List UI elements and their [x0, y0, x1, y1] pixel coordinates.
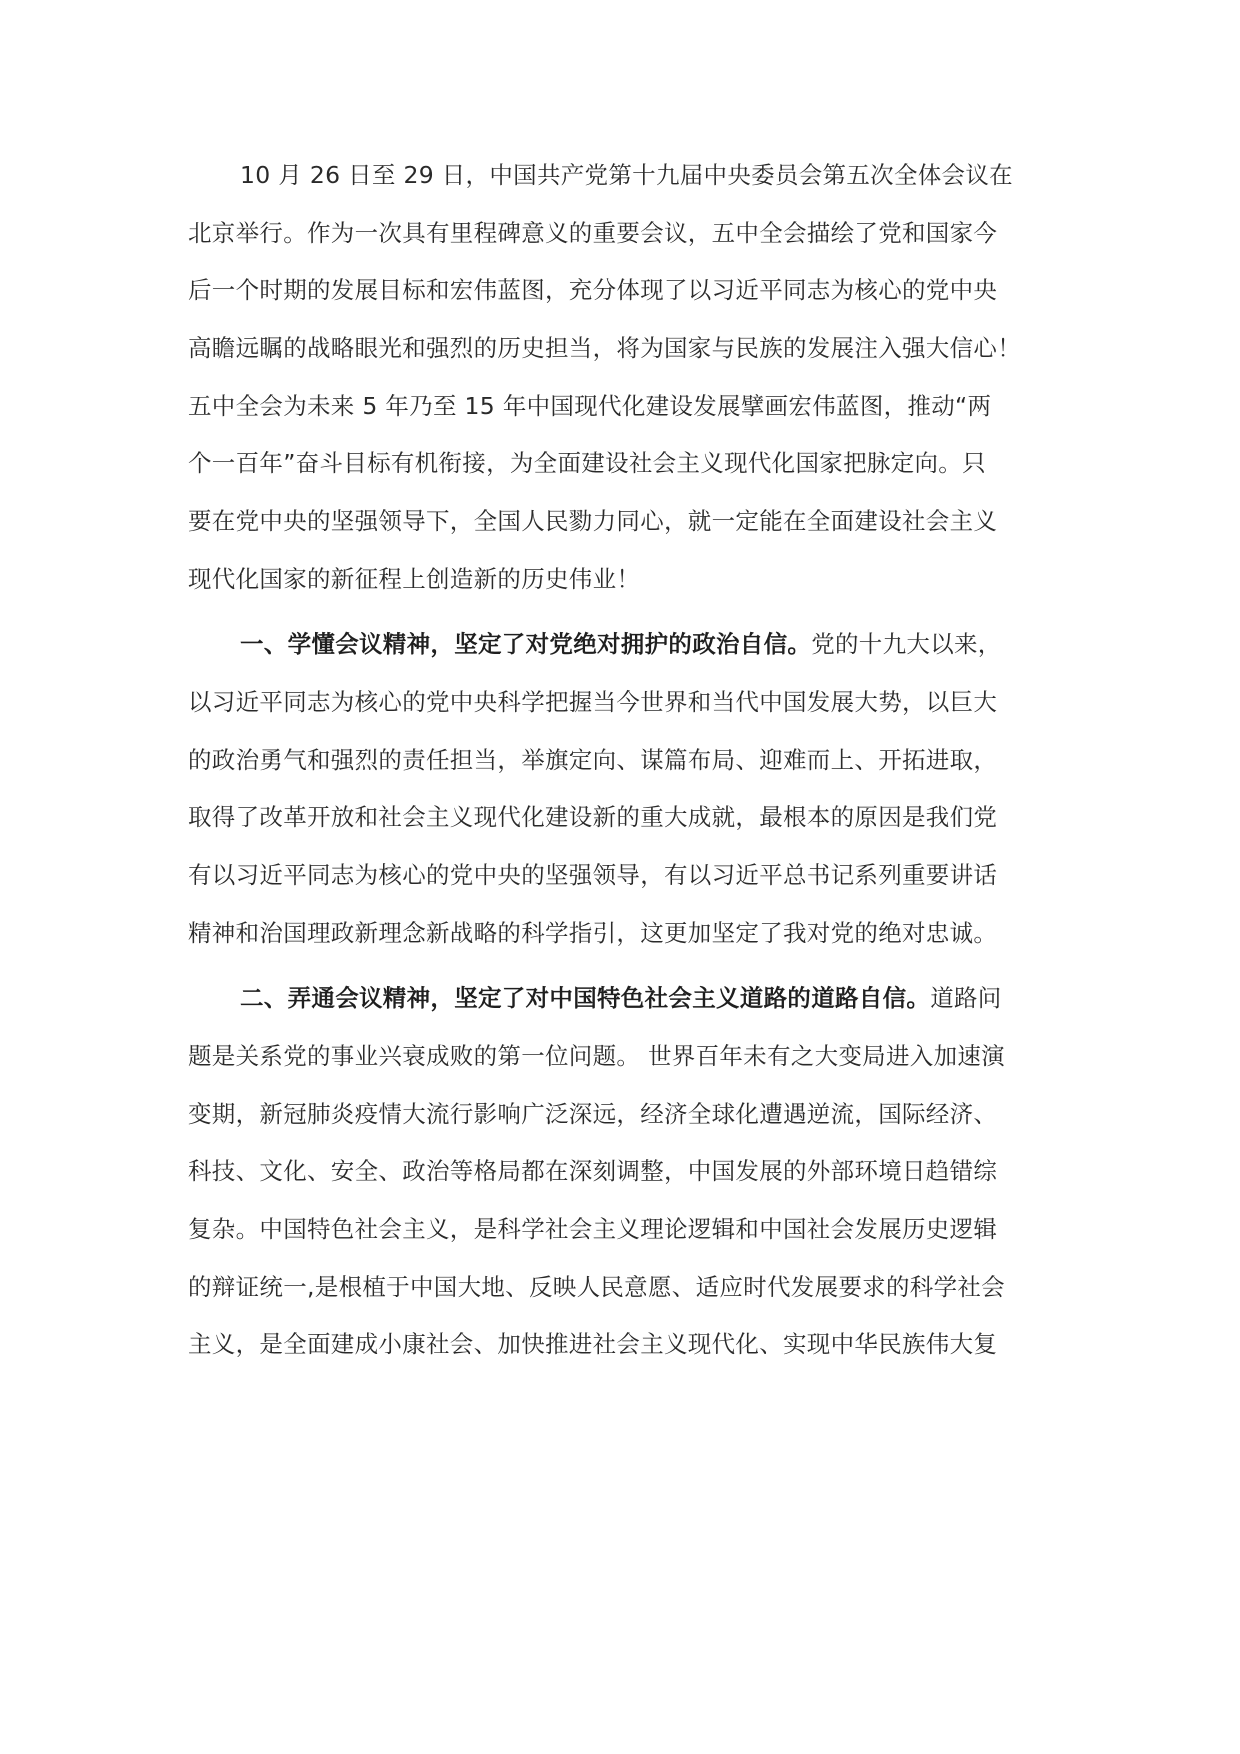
section-two-line-5: 复杂。中国特色社会主义，是科学社会主义理论逻辑和中国社会发展历史逻辑	[188, 1215, 998, 1243]
paragraph-1-line-5: 五中全会为未来 5 年乃至 15 年中国现代化建设发展擘画宏伟蓝图，推动“两	[188, 392, 992, 420]
paragraph-1-line-6: 个一百年”奋斗目标有机衔接，为全面建设社会主义现代化国家把脉定向。只	[188, 449, 986, 477]
paragraph-1-line-1: 10 月 26 日至 29 日，中国共产党第十九届中央委员会第五次全体会议在	[240, 161, 1013, 189]
section-two-lead: 道路问	[930, 984, 1002, 1012]
section-two-line-6: 的辩证统一,是根植于中国大地、反映人民意愿、适应时代发展要求的科学社会	[188, 1273, 1005, 1301]
section-two-line-7: 主义，是全面建成小康社会、加快推进社会主义现代化、实现中华民族伟大复	[188, 1330, 998, 1358]
section-one-line-6: 精神和治国理政新理念新战略的科学指引，这更加坚定了我对党的绝对忠诚。	[188, 919, 998, 947]
section-two-line-3: 变期，新冠肺炎疫情大流行影响广泛深远，经济全球化遭遇逆流，国际经济、	[188, 1100, 998, 1128]
section-one-line-4: 取得了改革开放和社会主义现代化建设新的重大成就，最根本的原因是我们党	[188, 803, 998, 831]
section-two-first-line	[240, 978, 1068, 1018]
section-one-lead: 党的十九大以来，	[811, 630, 1002, 658]
section-one-first-line	[240, 624, 1068, 664]
section-one-line-5: 有以习近平同志为核心的党中央的坚强领导，有以习近平总书记系列重要讲话	[188, 861, 998, 889]
section-one-line-2: 以习近平同志为核心的党中央科学把握当今世界和当代中国发展大势，以巨大	[188, 688, 998, 716]
paragraph-1-line-3: 后一个时期的发展目标和宏伟蓝图，充分体现了以习近平同志为核心的党中央	[188, 276, 998, 304]
section-two-heading: 二、弄通会议精神，坚定了对中国特色社会主义道路的道路自信。	[240, 984, 931, 1012]
paragraph-1-line-2: 北京举行。作为一次具有里程碑意义的重要会议，五中全会描绘了党和国家今	[188, 219, 998, 247]
paragraph-1-line-7: 要在党中央的坚强领导下，全国人民勠力同心，就一定能在全面建设社会主义	[188, 507, 998, 535]
paragraph-1-line-8: 现代化国家的新征程上创造新的历史伟业！	[188, 565, 641, 593]
section-one-line-3: 的政治勇气和强烈的责任担当，举旗定向、谋篇布局、迎难而上、开拓进取，	[188, 746, 998, 774]
section-two-line-4: 科技、文化、安全、政治等格局都在深刻调整，中国发展的外部环境日趋错综	[188, 1157, 998, 1185]
section-two-line-2: 题是关系党的事业兴衰成败的第一位问题。 世界百年未有之大变局进入加速演	[188, 1042, 1005, 1070]
section-one-heading: 一、学懂会议精神，坚定了对党绝对拥护的政治自信。	[240, 630, 812, 658]
paragraph-1-line-4: 高瞻远瞩的战略眼光和强烈的历史担当，将为国家与民族的发展注入强大信心！	[188, 334, 1021, 362]
